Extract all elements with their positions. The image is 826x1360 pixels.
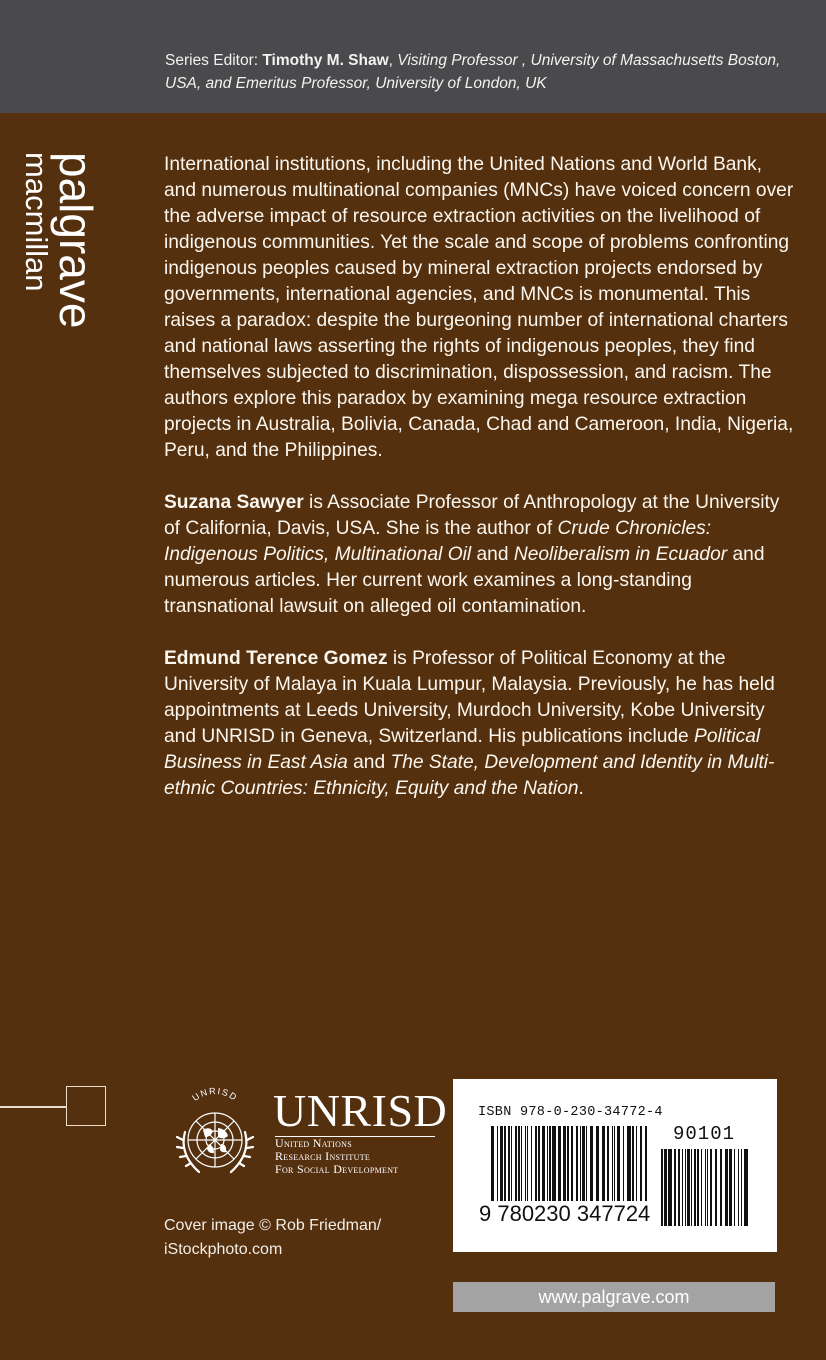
barcode-bar	[701, 1149, 702, 1226]
book-title: Neoliberalism in Ecuador	[513, 544, 728, 565]
unrisd-line: United Nations	[275, 1136, 352, 1150]
series-editor-bar	[0, 0, 826, 113]
barcode-bar	[508, 1126, 510, 1201]
barcode-bar	[549, 1126, 551, 1201]
series-editor-label: Series Editor:	[165, 52, 259, 69]
brand-macmillan: macmillan	[19, 152, 54, 292]
barcode-addon-bars	[661, 1149, 748, 1226]
barcode-bar	[547, 1126, 548, 1201]
barcode-bar	[531, 1126, 532, 1201]
barcode-bar	[582, 1126, 585, 1201]
barcode-bar	[535, 1126, 537, 1201]
barcode-bar	[645, 1126, 647, 1201]
barcode-bar	[668, 1149, 672, 1226]
barcode-bar	[521, 1126, 522, 1201]
barcode-bar	[596, 1126, 599, 1201]
barcode-bar	[623, 1126, 624, 1201]
barcode-bar	[552, 1126, 556, 1201]
barcode-bar	[715, 1149, 717, 1226]
book-title: Political Business in East Asia	[164, 726, 761, 773]
barcode-bar	[576, 1126, 578, 1201]
barcode-bar	[687, 1149, 690, 1226]
series-editor-role: Visiting Professor , University of Massachusetts Boston, USA, and Emeritus Professor, University of London, UK	[165, 52, 781, 92]
isbn-text: ISBN 978-0-230-34772-4	[478, 1105, 663, 1120]
barcode-bar	[571, 1126, 573, 1201]
bio-text: and	[347, 752, 391, 773]
unrisd-wordmark: UNRISD	[273, 1085, 448, 1136]
barcode-bar	[694, 1149, 696, 1226]
decorative-line	[0, 1106, 66, 1108]
unrisd-logo	[163, 1084, 448, 1184]
unrisd-full-name	[275, 1137, 399, 1176]
bio-text: is Associate Professor of Anthropology at the University of California, Davis, USA. She is the author of	[164, 492, 780, 539]
barcode-bar	[691, 1149, 692, 1226]
barcode-bar	[527, 1126, 528, 1201]
barcode-bar	[720, 1149, 722, 1226]
barcode-bar	[685, 1149, 686, 1226]
barcode-bar	[612, 1126, 613, 1201]
palgrave-macmillan-logo	[19, 150, 104, 350]
barcode-bar	[661, 1149, 663, 1226]
barcode-bar	[567, 1126, 569, 1201]
barcode-bar	[738, 1149, 739, 1226]
barcode-bar	[504, 1126, 506, 1201]
author-bio-gomez	[164, 646, 794, 802]
barcode-bar	[525, 1126, 526, 1201]
barcode-bar	[674, 1149, 676, 1226]
barcode-digits: 9 780230 347724	[479, 1201, 651, 1226]
barcode-bar	[580, 1126, 581, 1201]
barcode-bar	[678, 1149, 680, 1226]
barcode-bar	[725, 1149, 728, 1226]
un-emblem-icon	[163, 1084, 267, 1184]
barcode-bar	[542, 1126, 545, 1201]
barcode-bar	[614, 1126, 615, 1201]
barcode-bar	[590, 1126, 593, 1201]
barcode-bar	[500, 1126, 503, 1201]
barcode-bar	[491, 1126, 494, 1201]
series-editor-text	[165, 49, 815, 95]
credit-line: Cover image © Rob Friedman/	[164, 1217, 382, 1234]
book-title: Crude Chronicles: Indigenous Politics, Multinational Oil	[164, 518, 712, 565]
barcode-bar	[710, 1149, 712, 1226]
barcode-bar	[518, 1126, 520, 1201]
barcode-bar	[664, 1149, 667, 1226]
publisher-url[interactable]: www.palgrave.com	[453, 1282, 775, 1312]
barcode-bar	[617, 1126, 620, 1201]
bio-text: .	[578, 778, 584, 799]
svg-text:UNRISD	[190, 1086, 239, 1103]
author-name: Suzana Sawyer	[164, 492, 304, 513]
series-editor-separator: ,	[388, 52, 398, 69]
barcode-bar	[734, 1149, 735, 1226]
decorative-square	[66, 1086, 106, 1126]
barcode-bar	[607, 1126, 609, 1201]
back-cover-body	[164, 152, 794, 828]
bio-text: and	[471, 544, 514, 565]
bio-text: is Professor of Political Economy at the University of Malaya in Kuala Lumpur, Malaysia. Previously, he has held appointments at Leeds University, Murdoch University, Kobe University and UNRISD in Geneva, Switzerland. His publications include	[164, 648, 775, 747]
barcode-bar	[563, 1126, 566, 1201]
barcode-bar	[744, 1149, 748, 1226]
barcode-bar	[602, 1126, 605, 1201]
series-editor-name: Timothy M. Shaw	[262, 52, 389, 69]
author-bio-sawyer	[164, 490, 794, 620]
barcode-bar	[640, 1126, 642, 1201]
author-name: Edmund Terence Gomez	[164, 648, 388, 669]
barcode-bar	[682, 1149, 683, 1226]
credit-line: iStockphoto.com	[164, 1241, 283, 1258]
emblem-arc-text: UNRISD	[190, 1085, 240, 1104]
barcode-main-bars	[491, 1126, 647, 1201]
barcode-bar	[558, 1126, 561, 1201]
barcode-bar	[741, 1149, 742, 1226]
barcode-bar	[729, 1149, 732, 1226]
barcode-bar	[707, 1149, 708, 1226]
barcode-bar	[515, 1126, 517, 1201]
cover-image-credit	[164, 1214, 424, 1262]
barcode-bar	[586, 1126, 587, 1201]
bio-text: and numerous articles. Her current work examines a long-standing transnational lawsuit on alleged oil contamination.	[164, 544, 765, 617]
unrisd-line: For Social Development	[275, 1162, 399, 1176]
barcode-bar	[636, 1126, 637, 1201]
barcode-bar	[697, 1149, 699, 1226]
barcode-bar	[511, 1126, 512, 1201]
isbn-barcode	[453, 1079, 777, 1252]
barcode-bar	[538, 1126, 540, 1201]
book-title: The State, Development and Identity in Multi-ethnic Countries: Ethnicity, Equity and the Nation	[164, 752, 775, 799]
brand-palgrave: palgrave	[50, 152, 102, 329]
barcode-addon-number: 90101	[673, 1123, 736, 1145]
blurb-paragraph: International institutions, including the United Nations and World Bank, and numerous multinational companies (MNCs) have voiced concern over the adverse impact of resource extraction activities on the livelihood of indigenous communities. Yet the scale and scope of problems confronting indigenous peoples caused by mineral extraction projects endorsed by governments, international agencies, and MNCs is monumental. This raises a paradox: despite the burgeoning number of international charters and national laws asserting the rights of indigenous peoples, they find themselves subjected to discrimination, dispossession, and racism. The authors explore this paradox by examining mega resource extraction projects in Australia, Bolivia, Canada, Chad and Cameroon, India, Nigeria, Peru, and the Philippines.	[164, 154, 794, 461]
barcode-bar	[705, 1149, 706, 1226]
barcode-bar	[627, 1126, 631, 1201]
barcode-graphic	[453, 1079, 777, 1252]
barcode-bar	[497, 1126, 498, 1201]
barcode-bar	[632, 1126, 634, 1201]
unrisd-line: Research Institute	[275, 1149, 371, 1163]
